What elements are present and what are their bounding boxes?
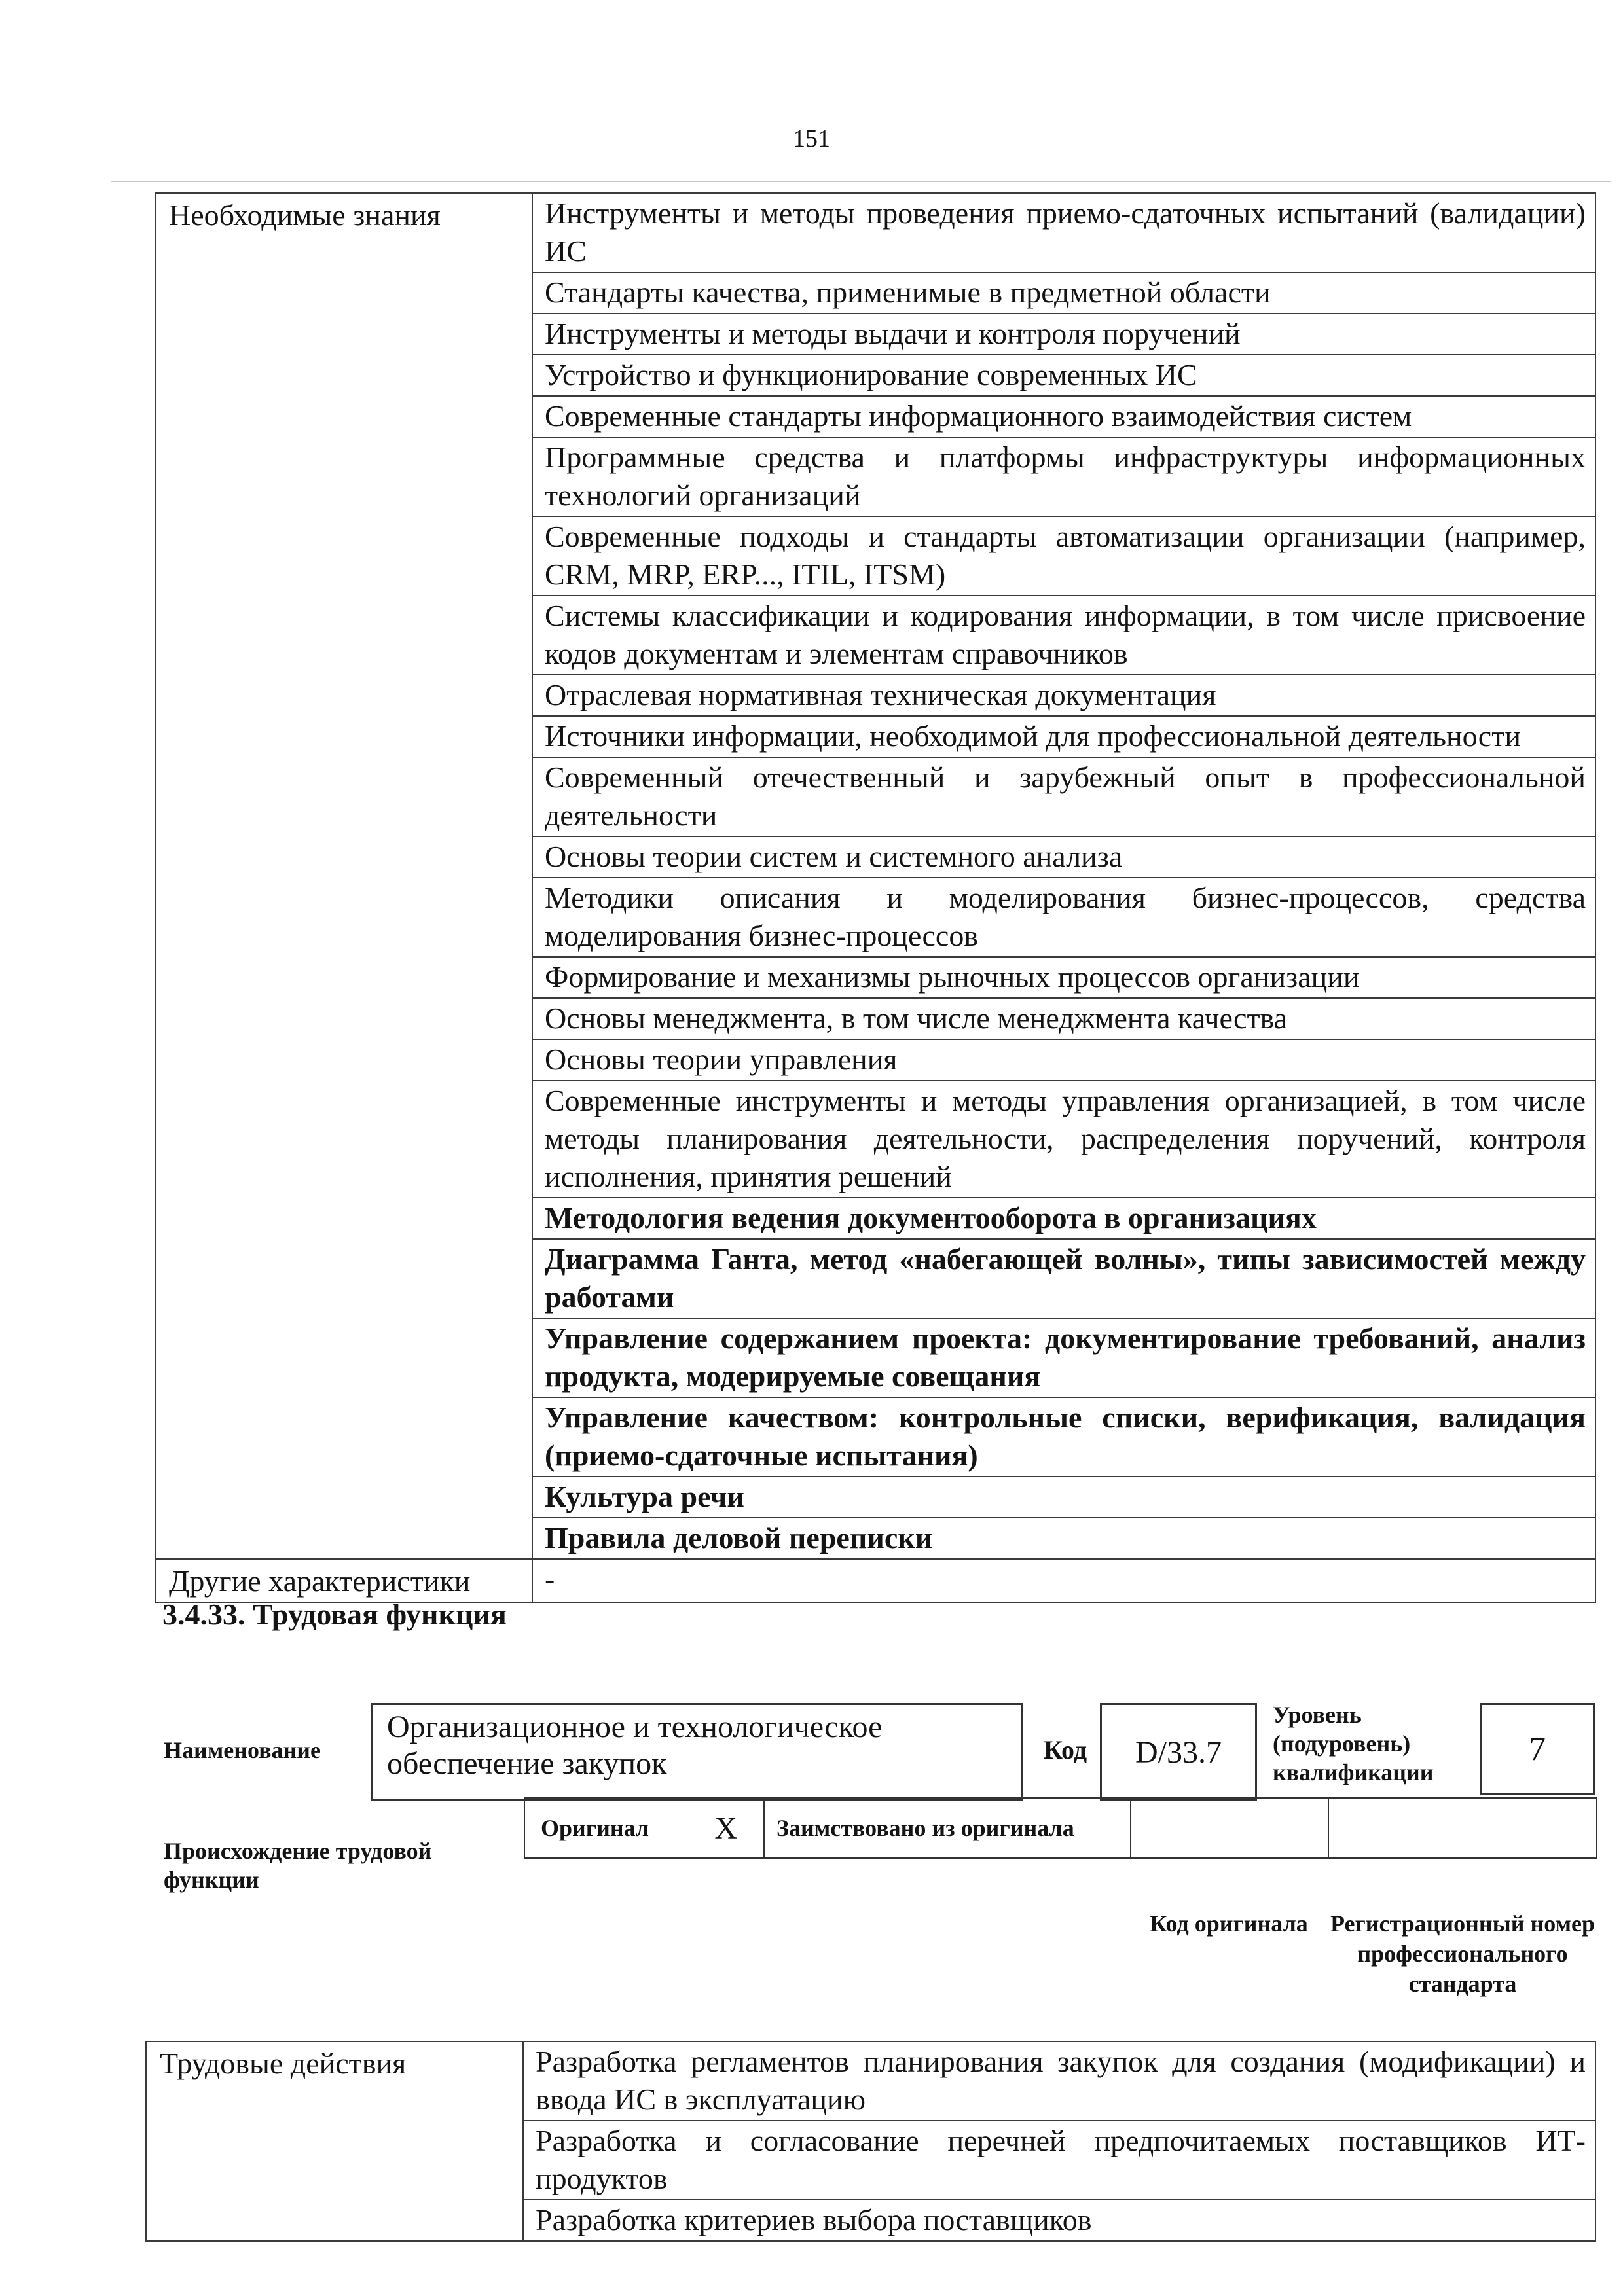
actions-label: Трудовые действия xyxy=(146,2041,523,2241)
knowledge-item: Современные подходы и стандарты автоматизации организации (например, CRM, MRP, ERP..., ITIL, ITSM) xyxy=(532,516,1596,596)
other-characteristics-value: - xyxy=(532,1559,1596,1602)
knowledge-item: Отраслевая нормативная техническая документация xyxy=(532,675,1596,716)
actions-item: Разработка и согласование перечней предпочитаемых поставщиков ИТ-продуктов xyxy=(523,2121,1596,2200)
actions-item: Разработка критериев выбора поставщиков xyxy=(523,2200,1596,2241)
origin-row xyxy=(524,1797,1597,1859)
actions-item: Разработка регламентов планирования закупок для создания (модификации) и ввода ИС в эксплуатацию xyxy=(523,2041,1596,2121)
level-label: Уровень (подуровень) квалификации xyxy=(1273,1702,1434,1785)
knowledge-item: Современные стандарты информационного взаимодействия систем xyxy=(532,396,1596,437)
knowledge-item: Основы менеджмента, в том числе менеджмента качества xyxy=(532,998,1596,1039)
knowledge-item: Системы классификации и кодирования информации, в том числе присвоение кодов документам и элементам справочников xyxy=(532,596,1596,675)
original-cell xyxy=(525,1799,765,1857)
code-label: Код xyxy=(1044,1735,1087,1765)
knowledge-item: Современные инструменты и методы управления организацией, в том числе методы планирования деятельности, распределения поручений, контроля исполнения, принятия решений xyxy=(532,1081,1596,1198)
origin-label: Происхождение трудовой функции xyxy=(164,1838,432,1893)
borrowed-cell xyxy=(765,1799,1131,1857)
actions-body xyxy=(146,2041,1596,2241)
knowledge-item: Методики описания и моделирования бизнес-процессов, средства моделирования бизнес-процессов xyxy=(532,878,1596,957)
knowledge-item: Основы теории систем и системного анализа xyxy=(532,836,1596,878)
other-characteristics-label: Другие характеристики xyxy=(155,1559,532,1602)
knowledge-body xyxy=(155,193,1596,1602)
knowledge-item: Методология ведения документооборота в организациях xyxy=(532,1198,1596,1239)
knowledge-table xyxy=(155,192,1596,1603)
knowledge-item: Управление содержанием проекта: документирование требований, анализ продукта, модерируемые совещания xyxy=(532,1318,1596,1397)
knowledge-item: Программные средства и платформы инфраструктуры информационных технологий организаций xyxy=(532,437,1596,516)
knowledge-item: Современный отечественный и зарубежный опыт в профессиональной деятельности xyxy=(532,757,1596,836)
knowledge-item: Источники информации, необходимой для профессиональной деятельности xyxy=(532,716,1596,757)
knowledge-item: Инструменты и методы выдачи и контроля поручений xyxy=(532,314,1596,355)
knowledge-item: Управление качеством: контрольные списки, верификация, валидация (приемо-сдаточные испытания) xyxy=(532,1397,1596,1477)
function-code: D/33.7 xyxy=(1135,1734,1222,1770)
other-characteristics-row xyxy=(155,1559,1596,1602)
knowledge-item: Диаграмма Ганта, метод «набегающей волны», типы зависимостей между работами xyxy=(532,1239,1596,1318)
section-heading: 3.4.33. Трудовая функция xyxy=(162,1598,507,1631)
level-value: 7 xyxy=(1529,1730,1546,1768)
registration-number-caption: Регистрационный номер профессионального стандарта xyxy=(1330,1910,1596,1997)
original-label: Оригинал xyxy=(541,1815,649,1841)
level-box xyxy=(1480,1703,1595,1795)
top-divider xyxy=(111,181,1611,182)
actions-table xyxy=(145,2041,1596,2242)
knowledge-row xyxy=(155,193,1596,272)
original-mark: X xyxy=(714,1810,737,1846)
function-code-box xyxy=(1100,1703,1257,1801)
original-code-caption: Код оригинала xyxy=(1150,1910,1308,1937)
function-name-label: Наименование xyxy=(164,1737,321,1763)
borrowed-label: Заимствовано из оригинала xyxy=(776,1815,1074,1841)
knowledge-item: Культура речи xyxy=(532,1477,1596,1518)
page-number: 151 xyxy=(793,125,830,152)
actions-row xyxy=(146,2041,1596,2121)
knowledge-item: Устройство и функционирование современных ИС xyxy=(532,355,1596,396)
function-name: Организационное и технологическое обеспечение закупок xyxy=(387,1710,883,1781)
knowledge-item: Правила деловой переписки xyxy=(532,1518,1596,1559)
knowledge-item: Стандарты качества, применимые в предметной области xyxy=(532,272,1596,314)
function-name-box xyxy=(371,1703,1023,1801)
knowledge-item: Основы теории управления xyxy=(532,1039,1596,1081)
original-code-cell xyxy=(1131,1799,1329,1857)
knowledge-item: Формирование и механизмы рыночных процессов организации xyxy=(532,957,1596,998)
knowledge-label: Необходимые знания xyxy=(155,193,532,1559)
knowledge-item: Инструменты и методы проведения приемо-сдаточных испытаний (валидации) ИС xyxy=(532,193,1596,272)
registration-number-cell xyxy=(1329,1799,1596,1857)
